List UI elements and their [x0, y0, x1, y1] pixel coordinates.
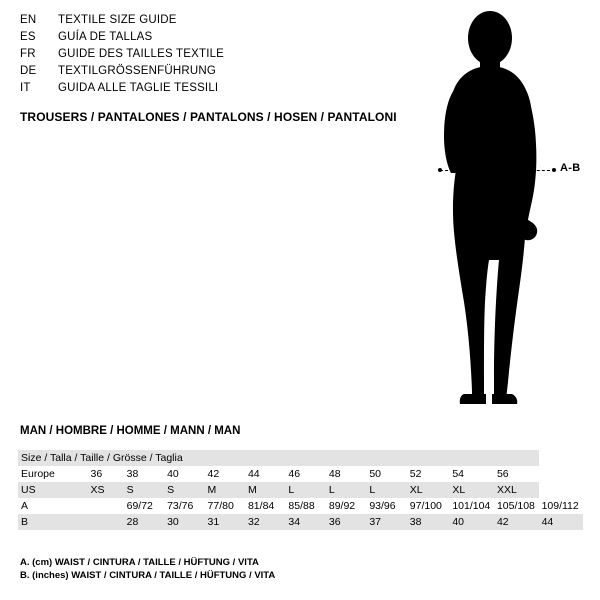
table-row: [18, 482, 583, 498]
language-code: ES: [20, 31, 36, 43]
table-cell: 77/80: [205, 498, 245, 514]
table-cell: 44: [245, 466, 285, 482]
table-row-label: Europe: [18, 466, 88, 482]
table-cell: L: [326, 482, 366, 498]
table-row-label: B: [18, 514, 88, 530]
table-cell: 40: [449, 514, 494, 530]
language-code: FR: [20, 48, 36, 60]
table-row: [18, 466, 583, 482]
language-text: TEXTILE SIZE GUIDE: [58, 14, 177, 26]
table-cell: 28: [124, 514, 164, 530]
table-cell: 32: [245, 514, 285, 530]
table-cell: 73/76: [164, 498, 204, 514]
table-cell: 48: [326, 466, 366, 482]
table-cell: XXL: [494, 482, 539, 498]
table-row: [18, 450, 583, 466]
table-cell: XS: [88, 482, 124, 498]
footnote-b: B. (inches) WAIST / CINTURA / TAILLE / HÜFTUNG / VITA: [20, 570, 276, 581]
measurement-line-ab: [440, 170, 555, 171]
measurement-point-b: [552, 168, 556, 172]
language-code: EN: [20, 14, 37, 26]
table-cell: 38: [124, 466, 164, 482]
table-cell: 52: [407, 466, 450, 482]
table-cell: 38: [407, 514, 450, 530]
table-cell: 89/92: [326, 498, 366, 514]
table-cell: 30: [164, 514, 204, 530]
table-cell: L: [285, 482, 325, 498]
language-code: DE: [20, 65, 37, 77]
table-cell: 34: [285, 514, 325, 530]
table-row: [18, 514, 583, 530]
measurement-label-ab: A-B: [560, 162, 581, 174]
male-body-silhouette: [420, 10, 560, 405]
table-cell: 101/104: [449, 498, 494, 514]
table-row-label: A: [18, 498, 88, 514]
garment-title: TROUSERS / PANTALONES / PANTALONS / HOSEN / PANTALONI: [20, 110, 397, 124]
table-cell: [88, 514, 124, 530]
table-cell: 44: [539, 514, 583, 530]
language-code: IT: [20, 82, 31, 94]
table-cell: S: [124, 482, 164, 498]
table-row: [18, 498, 583, 514]
table-cell: 42: [205, 466, 245, 482]
language-text: GUIDA ALLE TAGLIE TESSILI: [58, 82, 219, 94]
table-cell: 36: [326, 514, 366, 530]
table-cell: 85/88: [285, 498, 325, 514]
table-cell: 93/96: [366, 498, 406, 514]
table-cell: M: [205, 482, 245, 498]
table-title: MAN / HOMBRE / HOMME / MANN / MAN: [20, 425, 241, 437]
table-cell: 37: [366, 514, 406, 530]
language-text: TEXTILGRÖSSENFÜHRUNG: [58, 65, 216, 77]
table-cell: [88, 498, 124, 514]
language-row: [20, 31, 410, 48]
footnotes: [20, 556, 275, 582]
table-cell: M: [245, 482, 285, 498]
table-cell: 46: [285, 466, 325, 482]
language-text: GUÍA DE TALLAS: [58, 31, 153, 43]
table-row-label: Size / Talla / Taille / Grösse / Taglia: [18, 450, 539, 466]
language-row: [20, 48, 410, 65]
table-cell: 42: [494, 514, 539, 530]
table-cell: XL: [407, 482, 450, 498]
table-cell: XL: [449, 482, 494, 498]
footnote-a: A. (cm) WAIST / CINTURA / TAILLE / HÜFTUNG / VITA: [20, 557, 259, 568]
table-cell: 54: [449, 466, 494, 482]
table-cell: 81/84: [245, 498, 285, 514]
table-row-label: US: [18, 482, 88, 498]
language-text: GUIDE DES TAILLES TEXTILE: [58, 48, 225, 60]
table-cell: 40: [164, 466, 204, 482]
language-list: [20, 14, 410, 99]
table-cell: 109/112: [539, 498, 583, 514]
table-cell: 36: [88, 466, 124, 482]
figure-illustration: [400, 10, 600, 410]
table-cell: 31: [205, 514, 245, 530]
table-cell: 50: [366, 466, 406, 482]
table-cell: S: [164, 482, 204, 498]
language-row: [20, 14, 410, 31]
language-row: [20, 65, 410, 82]
table-cell: 105/108: [494, 498, 539, 514]
language-row: [20, 82, 410, 99]
measurement-point-a: [438, 168, 442, 172]
table-cell: 56: [494, 466, 539, 482]
table-cell: 69/72: [124, 498, 164, 514]
table-cell: L: [366, 482, 406, 498]
table-cell: 97/100: [407, 498, 450, 514]
size-table: [18, 450, 583, 530]
